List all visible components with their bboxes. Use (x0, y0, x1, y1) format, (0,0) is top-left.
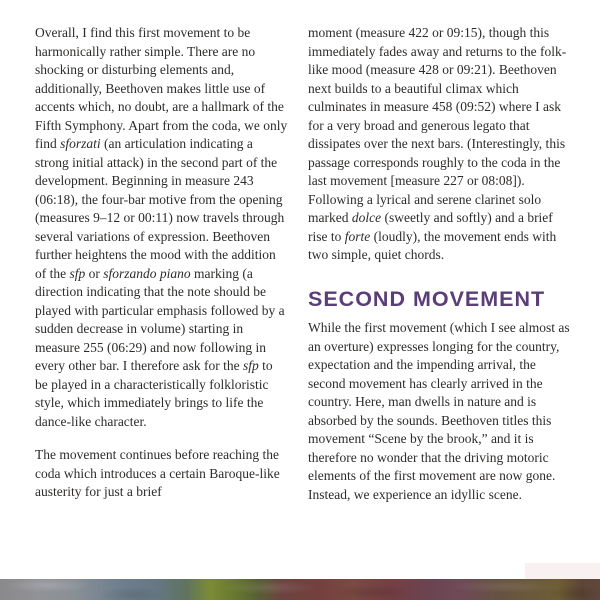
left-column (35, 24, 288, 517)
paragraph-first-movement-analysis: Overall, I find this first movement to be harmonically rather simple. There are no shocking or disturbing elements and, additionally, Beethoven makes little use of accents which, no doubt, are a hallmark of the Fifth Symphony. Apart from the coda, we only find sforzati (an articulation indicating a strong initial attack) in the second part of the development. Beginning in measure 243 (06:18), the four-bar motive from the opening (measures 9–12 or 00:11) now travels through several variations of expression. Beethoven further heightens the mood with the addition of the sfp or sforzando piano marking (a direction indicating that the note should be played with particular emphasis followed by a sudden decrease in volume) starting in measure 255 (06:29) and now following in every other bar. I therefore ask for the sfp to be played in a characteristically folkloristic style, which immediately brings to life the dance-like character. (35, 25, 288, 429)
paragraph-coda-intro: The movement continues before reaching the coda which introduces a certain Baroque-like austerity for just a brief (35, 447, 280, 499)
watercolor-strip (0, 579, 600, 600)
paragraph-second-movement-intro: While the first movement (which I see almost as an overture) expresses longing for the country, expectation and the impending arrival, the second movement has clearly arrived in the country. Here, man dwells in nature and is absorbed by the sounds. Beethoven titles this movement “Scene by the brook,” and it is therefore no wonder that the driving motoric elements of the first movement are now gone. Instead, we experience an idyllic scene. (308, 320, 570, 502)
paragraph-first-movement-ending: moment (measure 422 or 09:15), though this immediately fades away and returns to the folk-like mood (measure 428 or 09:21). Beethoven next builds to a beautiful climax which culminates in measure 458 (09:52) where I ask for a very broad and generous legato that dissipates over the next bars. (Interestingly, this passage corresponds roughly to the coda in the last movement [measure 227 or 08:08]). Following a lyrical and serene clarinet solo marked dolce (sweetly and softly) and a brief rise to forte (loudly), the movement ends with two simple, quiet chords. (308, 25, 567, 262)
watercolor-wash (525, 563, 600, 580)
section-heading-second-movement: SECOND MOVEMENT (308, 286, 546, 311)
right-column (308, 24, 575, 519)
